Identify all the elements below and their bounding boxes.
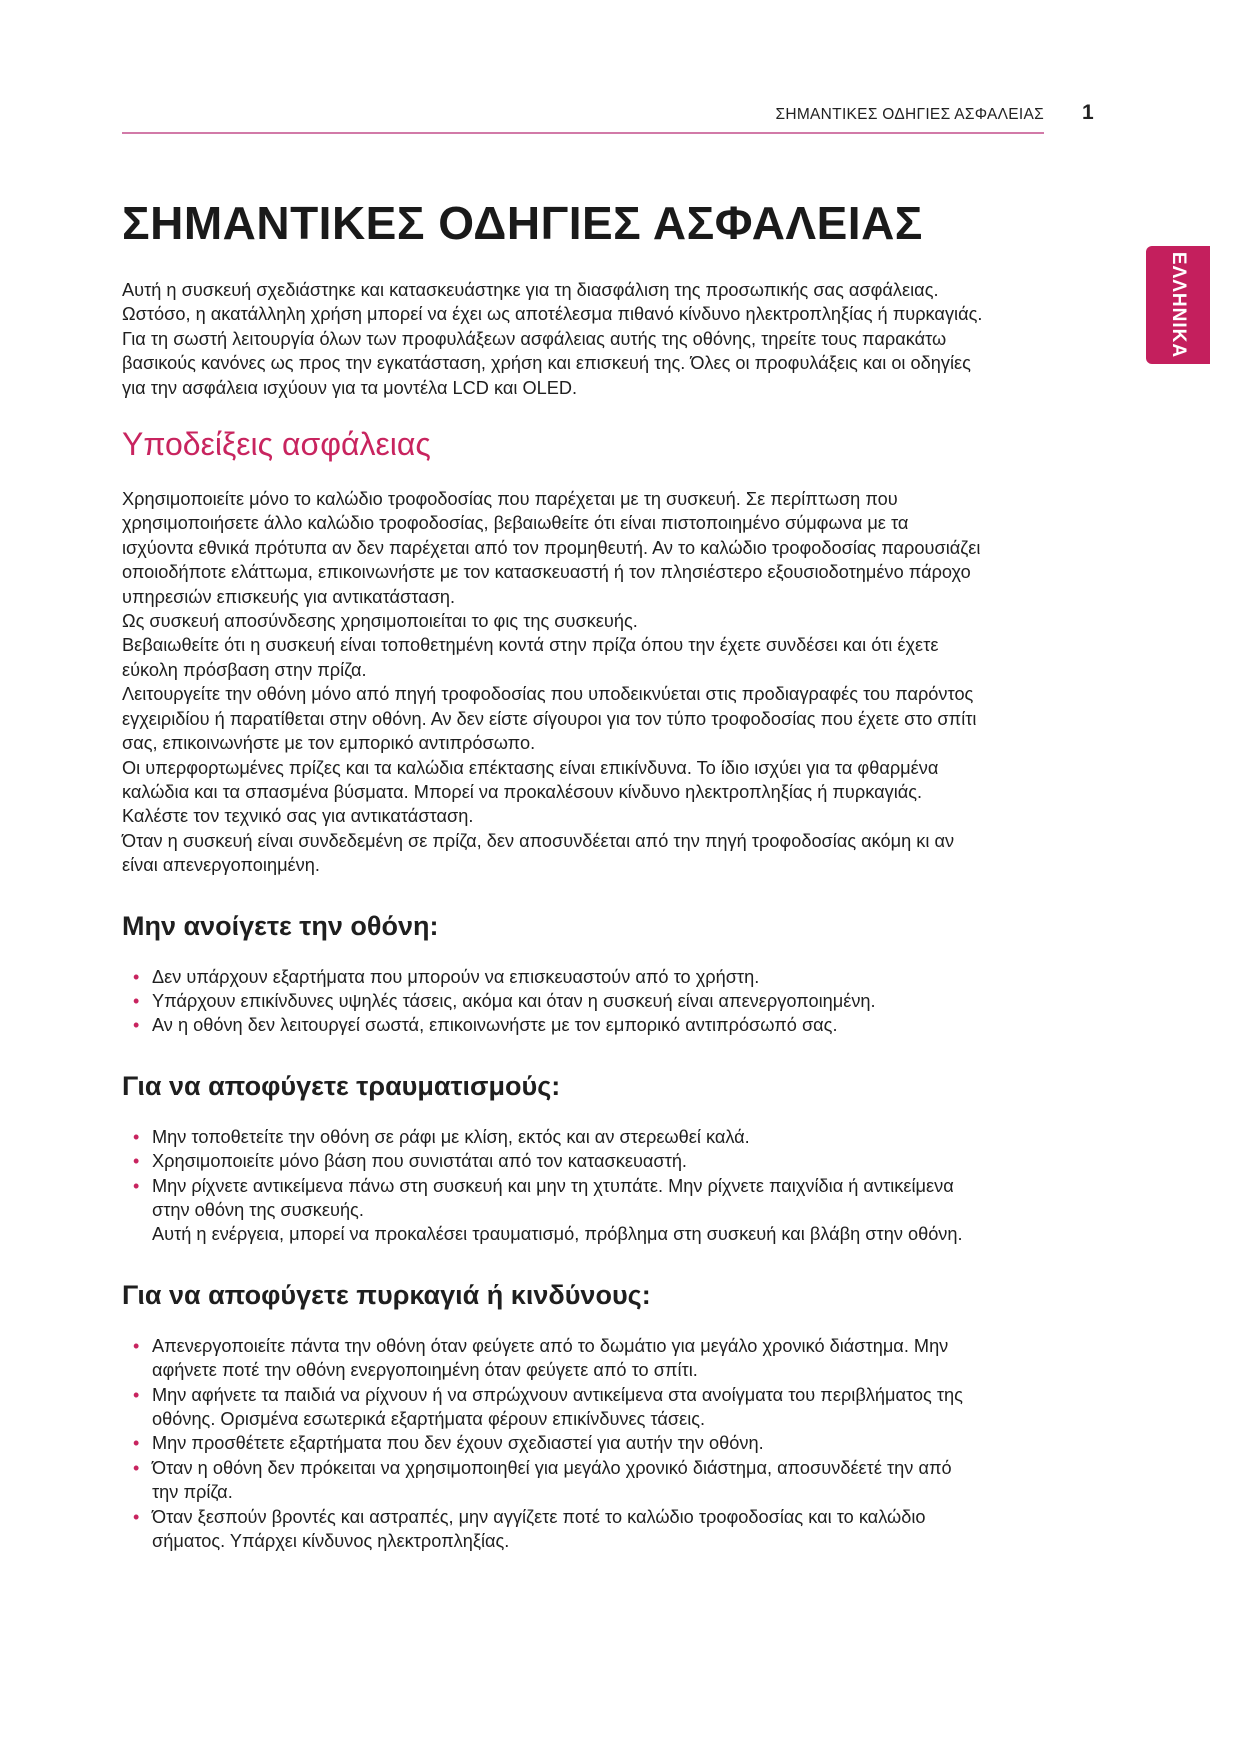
section-heading-injuries: Για να αποφύγετε τραυματισμούς: [122, 1070, 561, 1101]
text-line: την πρίζα. [152, 1482, 233, 1503]
text-line: Λειτουργείτε την οθόνη μόνο από πηγή τροφοδοσίας που υποδεικνύεται στις προδιαγραφές του παρόντος [122, 684, 974, 705]
list-item [122, 1334, 1097, 1383]
section-heading-safety: Υποδείξεις ασφάλειας [122, 426, 431, 463]
text-line: Μην προσθέτετε εξαρτήματα που δεν έχουν σχεδιαστεί για αυτήν την οθόνη. [152, 1433, 764, 1454]
text-line: Μην αφήνετε τα παιδιά να ρίχνουν ή να σπρώχνουν αντικείμενα στα ανοίγματα του περιβλήματος της [152, 1384, 963, 1405]
list-item [122, 1456, 1097, 1505]
bullet-icon: • [133, 1126, 140, 1147]
bullet-list-do-not-open [122, 965, 1097, 1038]
text-line: εύκολη πρόσβαση στην πρίζα. [122, 659, 367, 680]
text-line: οποιοδήποτε ελάττωμα, επικοινωνήστε με τον κατασκευαστή ή τον πλησιέστερο εξουσιοδοτημένο πάροχο [122, 562, 971, 583]
text-line: εγχειριδίου ή παρατίθεται στην οθόνη. Αν δεν είστε σίγουροι για τον τύπο τροφοδοσίας που έχετε στο σπίτι [122, 708, 977, 729]
list-item [122, 1383, 1097, 1432]
text-line: υπηρεσιών επισκευής για αντικατάσταση. [122, 586, 456, 607]
text-line: Βεβαιωθείτε ότι η συσκευή είναι τοποθετημένη κοντά στην πρίζα όπου την έχετε συνδέσει και ότι έχετε [122, 635, 939, 656]
text-line: στην οθόνη της συσκευής. [152, 1199, 364, 1220]
text-line: χρησιμοποιήσετε άλλο καλώδιο τροφοδοσίας, βεβαιωθείτε ότι είναι πιστοποιημένο σύμφωνα με τα [122, 513, 909, 534]
text-line: για την ασφάλεια ισχύουν για τα μοντέλα LCD και OLED. [122, 377, 578, 398]
text-line: Υπάρχουν επικίνδυνες υψηλές τάσεις, ακόμα και όταν η συσκευή είναι απενεργοποιημένη. [152, 990, 876, 1011]
bullet-list-fire [122, 1334, 1097, 1554]
bullet-icon: • [133, 1015, 140, 1036]
text-line: Χρησιμοποιείτε μόνο βάση που συνιστάται από τον κατασκευαστή. [152, 1151, 687, 1172]
text-line: οθόνης. Ορισμένα εσωτερικά εξαρτήματα φέρουν επικίνδυνες τάσεις. [152, 1409, 706, 1429]
text-line: Όταν η συσκευή είναι συνδεδεμένη σε πρίζα, δεν αποσυνδέεται από την πηγή τροφοδοσίας ακόμη κι αν [122, 830, 955, 851]
header-title: ΣΗΜΑΝΤΙΚΕΣ ΟΔΗΓΙΕΣ ΑΣΦΑΛΕΙΑΣ [775, 106, 1044, 123]
text-line: Καλέστε τον τεχνικό σας για αντικατάσταση. [122, 806, 474, 827]
bullet-list-injuries [122, 1125, 1097, 1247]
text-line: Αυτή η ενέργεια, μπορεί να προκαλέσει τραυματισμό, πρόβλημα στη συσκευή και βλάβη στην οθόνη. [152, 1224, 963, 1245]
language-tab-label: ΕΛΛΗΝΙΚΑ [1168, 251, 1189, 359]
list-item [122, 1431, 1097, 1455]
page-content [122, 196, 1097, 1553]
text-line: Απενεργοποιείτε πάντα την οθόνη όταν φεύγετε από το δωμάτιο για μεγάλο χρονικό διάστημα. Μην [152, 1335, 949, 1356]
intro-paragraph [122, 278, 1097, 400]
list-item [122, 1125, 1097, 1149]
page-header [122, 104, 1044, 134]
text-line: Οι υπερφορτωμένες πρίζες και τα καλώδια επέκτασης είναι επικίνδυνα. Το ίδιο ισχύει για τα φθαρμένα [122, 757, 939, 778]
bullet-icon: • [133, 1335, 140, 1356]
section-heading-fire: Για να αποφύγετε πυρκαγιά ή κινδύνους: [122, 1279, 651, 1310]
text-line: Δεν υπάρχουν εξαρτήματα που μπορούν να επισκευαστούν από το χρήστη. [152, 966, 760, 987]
bullet-icon: • [133, 1175, 140, 1196]
page-title: ΣΗΜΑΝΤΙΚΕΣ ΟΔΗΓΙΕΣ ΑΣΦΑΛΕΙΑΣ [122, 197, 923, 249]
text-line: Χρησιμοποιείτε μόνο το καλώδιο τροφοδοσίας που παρέχεται με τη συσκευή. Σε περίπτωση που [122, 489, 898, 510]
text-line: βασικούς κανόνες ως προς την εγκατάσταση, χρήση και επισκευή της. Όλες οι προφυλάξεις και οι οδηγίες [122, 353, 971, 374]
language-tab [1146, 246, 1210, 364]
text-line: Ωστόσο, η ακατάλληλη χρήση μπορεί να έχει ως αποτέλεσμα πιθανό κίνδυνο ηλεκτροπληξίας ή πυρκαγιάς. [122, 304, 983, 325]
list-item [122, 989, 1097, 1013]
safety-paragraph [122, 487, 1097, 878]
list-item [122, 965, 1097, 989]
text-line: σήματος. Υπάρχει κίνδυνος ηλεκτροπληξίας. [152, 1531, 510, 1552]
text-line: Αν η οθόνη δεν λειτουργεί σωστά, επικοινωνήστε με τον εμπορικό αντιπρόσωπό σας. [152, 1015, 838, 1036]
text-line: Για τη σωστή λειτουργία όλων των προφυλάξεων ασφάλειας αυτής της οθόνης, τηρείτε τους παρακάτω [122, 328, 947, 349]
list-item [122, 1505, 1097, 1554]
page-number: 1 [1082, 101, 1094, 124]
bullet-icon: • [133, 1384, 140, 1405]
list-item [122, 1013, 1097, 1037]
text-line: είναι απενεργοποιημένη. [122, 855, 320, 876]
bullet-icon: • [133, 1151, 140, 1172]
bullet-icon: • [133, 1433, 140, 1454]
bullet-icon: • [133, 1506, 140, 1527]
text-line: ισχύοντα εθνικά πρότυπα αν δεν παρέχεται από τον προμηθευτή. Αν το καλώδιο τροφοδοσίας παρουσιάζει [122, 537, 981, 558]
text-line: αφήνετε ποτέ την οθόνη ενεργοποιημένη όταν φεύγετε από το σπίτι. [152, 1360, 698, 1381]
text-line: Μην ρίχνετε αντικείμενα πάνω στη συσκευή και μην τη χτυπάτε. Μην ρίχνετε παιχνίδια ή αντικείμενα [152, 1175, 954, 1196]
text-line: Μην τοποθετείτε την οθόνη σε ράφι με κλίση, εκτός και αν στερεωθεί καλά. [152, 1126, 750, 1147]
text-line: Όταν η οθόνη δεν πρόκειται να χρησιμοποιηθεί για μεγάλο χρονικό διάστημα, αποσυνδέετέ την από [152, 1457, 952, 1478]
text-line: σας, επικοινωνήστε με τον εμπορικό αντιπρόσωπο. [122, 733, 536, 754]
text-line: Αυτή η συσκευή σχεδιάστηκε και κατασκευάστηκε για τη διασφάλιση της προσωπικής σας ασφάλειας. [122, 280, 939, 300]
text-line: καλώδια και τα σπασμένα βύσματα. Μπορεί να προκαλέσουν κίνδυνο ηλεκτροπληξίας ή πυρκαγιάς. [122, 781, 923, 802]
list-item [122, 1149, 1097, 1173]
text-line: Όταν ξεσπούν βροντές και αστραπές, μην αγγίζετε ποτέ το καλώδιο τροφοδοσίας και το καλώδιο [152, 1506, 926, 1527]
text-line: Ως συσκευή αποσύνδεσης χρησιμοποιείται το φις της συσκευής. [122, 611, 638, 632]
bullet-icon: • [133, 966, 140, 987]
list-item [122, 1174, 1097, 1247]
section-heading-do-not-open: Μην ανοίγετε την οθόνη: [122, 910, 439, 941]
bullet-icon: • [133, 990, 140, 1011]
bullet-icon: • [133, 1457, 140, 1478]
